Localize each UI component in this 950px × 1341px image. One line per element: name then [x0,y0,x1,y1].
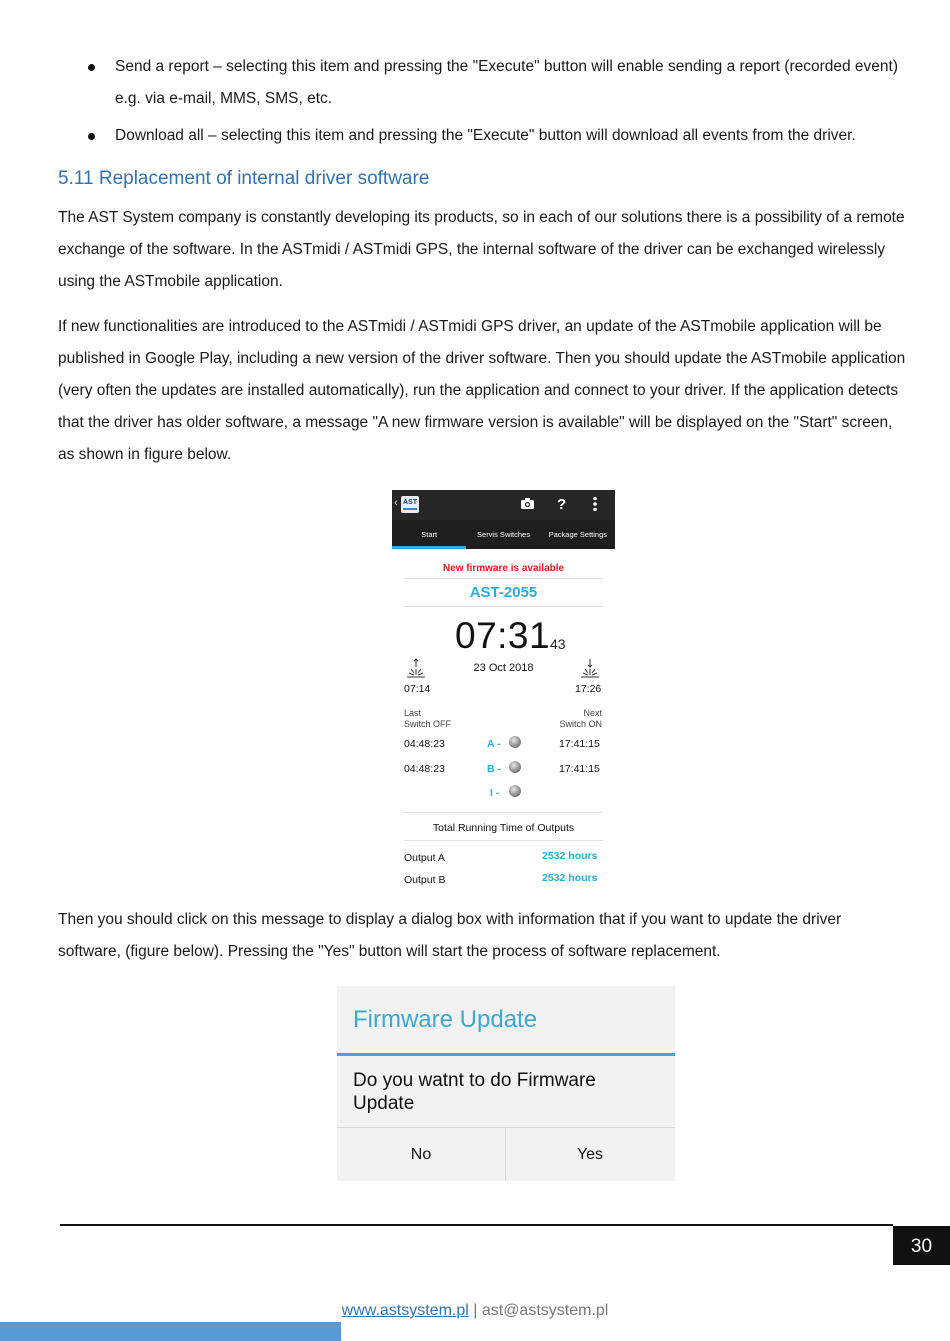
output-a-next: 17:41:15 [559,738,600,750]
sunrise-icon [406,658,426,683]
back-chevron-icon[interactable]: ‹ [394,497,398,509]
device-name: AST-2055 [469,584,538,601]
output-b-label: B - [487,763,501,775]
tab-servis-switches[interactable]: Servis Switches [477,530,530,539]
overflow-menu-icon[interactable] [592,496,598,516]
next-sublabel: Switch ON [559,719,602,729]
paragraph: If new functionalities are introduced to the ASTmidi / ASTmidi GPS driver, an update of the ASTmobile application will be published in Google Play, including a new version of the driver software. Then you should update the ASTmobile application (very often the updates are installed automatically), run the application and connect to your driver. If the application detects that the driver has older software, a message "A new firmware version is available" will be displayed on the "Start" screen, as shown in figure below. [58,318,906,463]
yes-button[interactable]: Yes [576,1146,604,1163]
footer-email: ast@astsystem.pl [481,1302,609,1319]
firmware-notice[interactable]: New firmware is available [442,563,565,574]
divider [404,606,603,607]
bullet-item [58,120,898,152]
divider [404,840,603,841]
page-number: 30 [893,1226,950,1265]
running-output-a-hours: 2532 hours [542,850,598,862]
clock-time: 07:31 [455,615,551,656]
dialog-title: Firmware Update [353,1006,538,1033]
tab-bar [392,520,615,549]
firmware-update-dialog [337,986,675,1181]
footer-rule [60,1224,893,1226]
paragraph: The AST System company is constantly developing its products, so in each of our solutions there is a possibility of a remote exchange of the software. In the ASTmidi / ASTmidi GPS, the internal software of the driver can be exchanged wirelessly using the ASTmobile application. [58,209,905,290]
bullet-list [58,51,898,157]
ast-logo: AST [401,496,419,513]
footer-accent-bar [0,1322,341,1341]
dialog-message: Do you watnt to do Firmware Update [353,1070,596,1114]
running-output-b-hours: 2532 hours [542,872,598,884]
footer-contact [0,1302,950,1320]
tab-start[interactable]: Start [392,520,466,549]
output-b-last: 04:48:23 [404,763,445,775]
output-a-led-icon [509,736,521,748]
help-icon[interactable]: ? [557,496,567,513]
output-i-label: I - [490,787,500,799]
last-sublabel: Switch OFF [404,719,452,729]
website-link[interactable]: www.astsystem.pl [341,1302,469,1319]
bullet-dot-icon [88,133,95,140]
dialog-title-divider [337,1053,675,1056]
app-bar [392,490,615,520]
output-a-last: 04:48:23 [404,738,445,750]
running-output-b-name: Output B [404,874,446,886]
divider [404,578,603,579]
running-output-a-name: Output A [404,852,445,864]
no-button[interactable]: No [410,1146,432,1163]
bullet-text: Download all – selecting this item and pressing the "Execute" button will download all events from the driver. [115,127,856,144]
divider [404,812,603,813]
next-label: Next [583,708,602,718]
sunset-time: 17:26 [575,683,602,695]
camera-icon[interactable] [520,497,535,514]
section-heading: 5.11 Replacement of internal driver software [58,168,430,189]
tab-package-settings[interactable]: Package Settings [548,530,607,539]
output-b-led-icon [509,761,521,773]
paragraph: Then you should click on this message to display a dialog box with information that if you want to update the driver software, (figure below). Pressing the "Yes" button will start the process of software replacement. [58,911,842,960]
sunrise-time: 07:14 [404,683,431,695]
clock-seconds: 43 [550,636,566,652]
footer-separator: | [468,1302,482,1319]
total-running-title: Total Running Time of Outputs [432,822,575,834]
clock-date: 23 Oct 2018 [473,662,534,674]
bullet-text: Send a report – selecting this item and pressing the "Execute" button will enable sending a report (recorded event) e.g. via e-mail, MMS, SMS, etc. [115,58,899,107]
output-b-next: 17:41:15 [559,763,600,775]
output-a-label: A - [487,738,501,750]
output-i-led-icon [509,785,521,797]
app-screenshot [392,490,615,890]
last-label: Last [404,708,422,718]
sunset-icon [580,658,600,683]
bullet-item [58,51,898,115]
bullet-dot-icon [88,64,95,71]
